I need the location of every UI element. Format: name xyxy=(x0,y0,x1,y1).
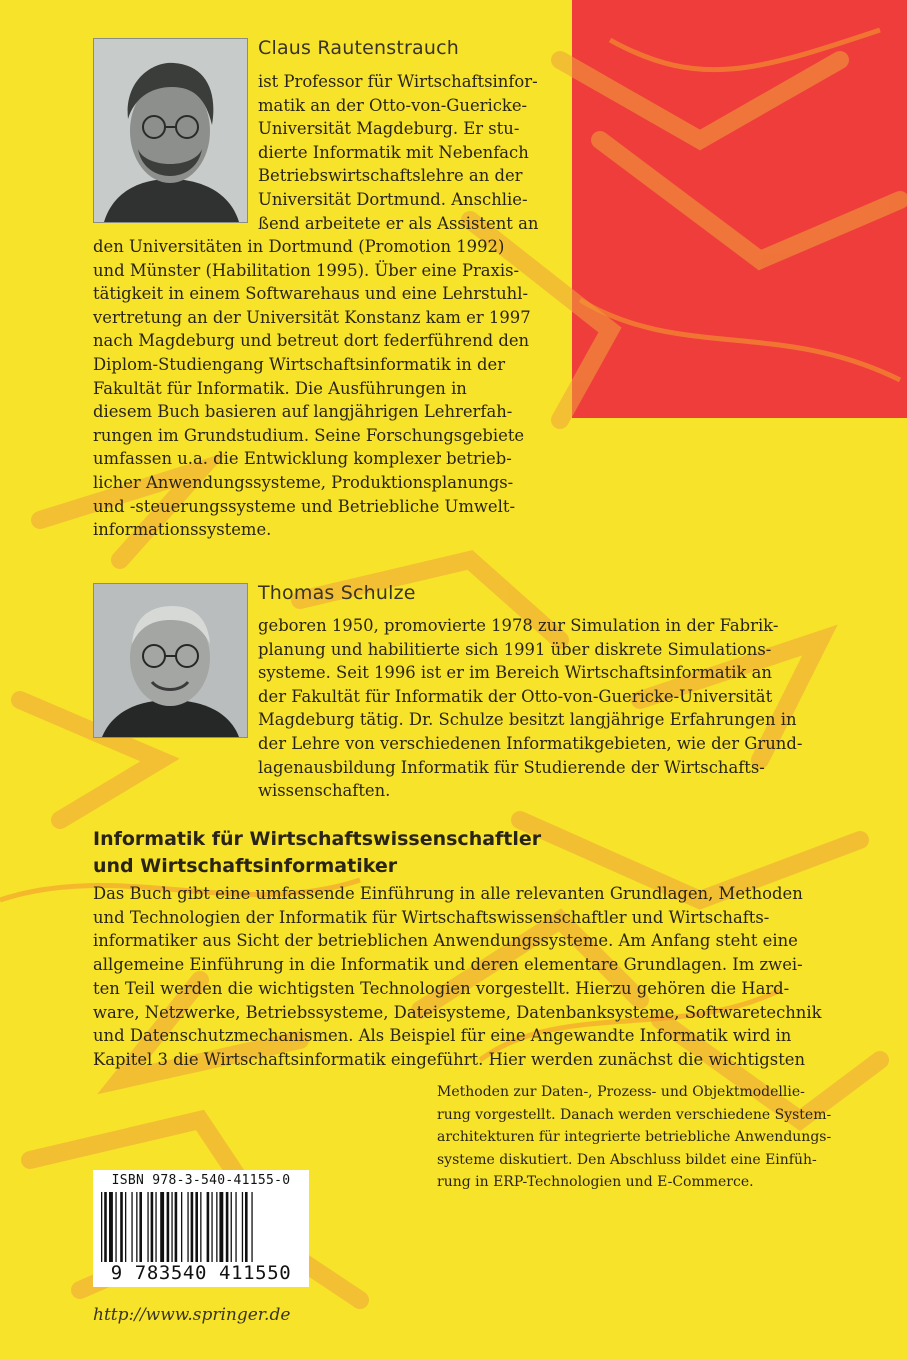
bio-line: und Münster (Habilitation 1995). Über eine Praxis- xyxy=(93,260,520,280)
bio-line: der Fakultät für Informatik der Otto-von-Guericke-Universität xyxy=(258,686,773,706)
bio-line: umfassen u.a. die Entwicklung komplexer betrieb- xyxy=(93,449,512,469)
desc-line: rung in ERP-Technologien und E-Commerce. xyxy=(437,1174,754,1190)
bio-line: wissenschaften. xyxy=(258,781,391,801)
desc-line: allgemeine Einführung in die Informatik und deren elementare Grundlagen. Im zwei- xyxy=(93,955,803,975)
bio-line: Universität Dortmund. Anschlie- xyxy=(258,189,528,209)
desc-line: Das Buch gibt eine umfassende Einführung in alle relevanten Grundlagen, Methoden xyxy=(93,884,803,903)
desc-line: Kapitel 3 die Wirtschaftsinformatik eingeführt. Hier werden zunächst die wichtigsten xyxy=(93,1049,806,1069)
author1-bio xyxy=(258,70,538,235)
bio-line: vertretung an der Universität Konstanz kam er 1997 xyxy=(93,307,531,327)
desc-line: und Datenschutzmechanismen. Als Beispiel für eine Angewandte Informatik wird in xyxy=(93,1026,792,1046)
desc-line: informatiker aus Sicht der betrieblichen Anwendungssysteme. Am Anfang steht eine xyxy=(93,931,798,951)
author1-bio-continued xyxy=(93,235,531,542)
bio-line: Universität Magdeburg. Er stu- xyxy=(258,119,520,139)
barcode-bars xyxy=(99,1192,303,1262)
bio-line: nach Magdeburg und betreut dort federführend den xyxy=(93,331,530,351)
author2-bio xyxy=(258,614,802,803)
bio-line: systeme. Seit 1996 ist er im Bereich Wirtschaftsinformatik an xyxy=(258,663,772,683)
bio-line: und -steuerungssysteme und Betriebliche Umwelt- xyxy=(93,496,515,516)
bio-line: geboren 1950, promovierte 1978 zur Simulation in der Fabrik- xyxy=(258,616,779,635)
desc-line: architekturen für integrierte betriebliche Anwendungs- xyxy=(437,1129,832,1145)
desc-line: ware, Netzwerke, Betriebssysteme, Dateisysteme, Datenbanksysteme, Softwaretechnik xyxy=(93,1002,822,1022)
bio-line: ist Professor für Wirtschaftsinfor- xyxy=(258,72,538,91)
author-photo-schulze xyxy=(93,583,248,738)
book-title xyxy=(93,826,541,880)
bio-line: diesem Buch basieren auf langjährigen Lehrerfah- xyxy=(93,402,513,422)
bio-line: Diplom-Studiengang Wirtschaftsinformatik in der xyxy=(93,354,506,374)
book-description-continued xyxy=(437,1081,831,1194)
bio-line: Betriebswirtschaftslehre an der xyxy=(258,166,523,186)
isbn-barcode xyxy=(93,1170,309,1287)
book-description xyxy=(93,882,822,1072)
bio-line: der Lehre von verschiedenen Informatikgebieten, wie der Grund- xyxy=(258,733,803,753)
bio-line: licher Anwendungssysteme, Produktionsplanungs- xyxy=(93,472,514,492)
bio-line: informationssysteme. xyxy=(93,520,272,540)
barcode-number: 9 783540 411550 xyxy=(110,1262,292,1284)
desc-line: Methoden zur Daten-, Prozess- und Objektmodellie- xyxy=(437,1084,805,1100)
desc-line: systeme diskutiert. Den Abschluss bildet eine Einfüh- xyxy=(437,1151,817,1168)
bio-line: Magdeburg tätig. Dr. Schulze besitzt langjährige Erfahrungen in xyxy=(258,710,797,730)
isbn-label: ISBN 978-3-540-41155-0 xyxy=(111,1173,291,1188)
bio-line: matik an der Otto-von-Guericke- xyxy=(258,95,528,115)
bio-line: dierte Informatik mit Nebenfach xyxy=(258,142,529,162)
publisher-url[interactable]: http://www.springer.de xyxy=(93,1305,291,1325)
bio-line: den Universitäten in Dortmund (Promotion 1992) xyxy=(93,237,505,256)
author1-name: Claus Rautenstrauch xyxy=(258,37,459,59)
bio-line: rungen im Grundstudium. Seine Forschungsgebiete xyxy=(93,425,525,445)
bio-line: tätigkeit in einem Softwarehaus und eine Lehrstuhl- xyxy=(93,284,528,304)
desc-line: ten Teil werden die wichtigsten Technologien vorgestellt. Hierzu gehören die Hard- xyxy=(93,978,790,998)
bio-line: lagenausbildung Informatik für Studierende der Wirtschafts- xyxy=(258,757,765,777)
author2-name: Thomas Schulze xyxy=(258,582,416,604)
desc-line: rung vorgestellt. Danach werden verschiedene System- xyxy=(437,1106,832,1123)
desc-line: und Technologien der Informatik für Wirtschaftswissenschaftler und Wirtschafts- xyxy=(93,907,770,927)
title-line: und Wirtschaftsinformatiker xyxy=(93,855,398,877)
bio-line: Fakultät für Informatik. Die Ausführungen in xyxy=(93,378,467,398)
title-line: Informatik für Wirtschaftswissenschaftler xyxy=(93,828,542,850)
author-photo-rautenstrauch xyxy=(93,38,248,223)
bio-line: ßend arbeitete er als Assistent an xyxy=(258,213,539,233)
bio-line: planung und habilitierte sich 1991 über diskrete Simulations- xyxy=(258,639,772,659)
